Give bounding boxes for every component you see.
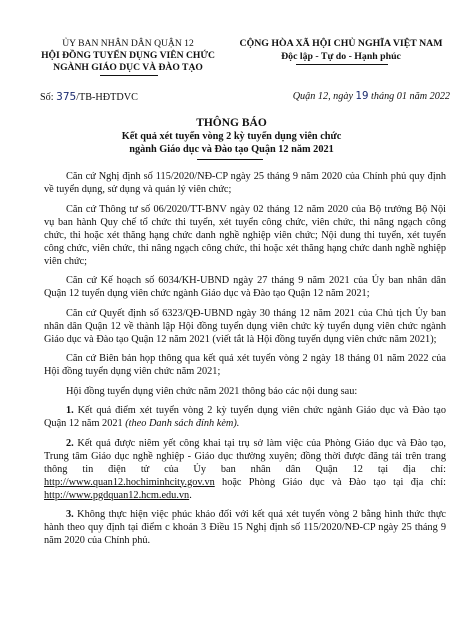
motto-line-1: CỘNG HÒA XÃ HỘI CHỦ NGHĨA VIỆT NAM bbox=[239, 38, 443, 49]
paragraph-legal-basis-5: Căn cứ Biên bản họp thông qua kết quả xét tuyển vòng 2 ngày 18 tháng 01 năm 2022 của Hội đồng tuyển dụng viên chức năm 2021; bbox=[44, 353, 446, 377]
paragraph-announcement-intro: Hội đồng tuyển dụng viên chức năm 2021 thông báo các nội dung sau: bbox=[66, 385, 358, 397]
date-after: tháng 01 năm 2022 bbox=[371, 91, 450, 102]
item-2-mid: hoặc Phòng Giáo dục và Đào tạo tại địa chỉ: bbox=[222, 476, 447, 488]
issuing-authority bbox=[28, 38, 228, 74]
issue-date bbox=[218, 91, 450, 102]
item-3-text: Không thực hiện việc phúc khảo đối với kết quả xét tuyển vòng 2 bằng hình thức thực hành theo quy định tại điểm c khoản 3 Điều 15 Nghị định số 115/2020/NĐ-CP ngày 25 tháng 9 năm 2020 của Chính phủ. bbox=[44, 509, 446, 546]
date-day-handwritten: 19 bbox=[355, 91, 369, 102]
district-website-link[interactable]: http://www.quan12.hochiminhcity.gov.vn bbox=[44, 476, 215, 488]
subtitle-line-2: ngành Giáo dục và Đào tạo Quận 12 năm 2021 bbox=[129, 143, 334, 155]
date-before: Quận 12, ngày bbox=[292, 91, 353, 102]
authority-underline bbox=[100, 75, 158, 76]
motto-line-2: Độc lập - Tự do - Hạnh phúc bbox=[281, 50, 401, 62]
item-3 bbox=[44, 508, 446, 547]
paragraph-legal-basis-2: Căn cứ Thông tư số 06/2020/TT-BNV ngày 02 tháng 12 năm 2020 của Bộ trưởng Bộ Nội vụ ban hành Quy chế tổ chức thi tuyển, xét tuyển công chức, viên chức, thi nâng ngạch công chức, thi hoặc xét thăng hạng chức danh nghề nghiệp viên chức; Nội dung thi tuyển, xét tuyển công chức, viên chức, thi nâng ngạch công chức, thi hoặc xét thăng hạng chức danh nghề nghiệp viên chức; bbox=[44, 203, 446, 267]
document-subtitle bbox=[60, 131, 403, 156]
item-1-number: 1. bbox=[66, 405, 74, 416]
document-title: THÔNG BÁO bbox=[196, 117, 267, 129]
item-2 bbox=[44, 437, 446, 502]
item-1-text: Kết quả điểm xét tuyển vòng 2 kỳ tuyển dụng viên chức ngành Giáo dục và Đào tạo Quận 12 năm 2021 bbox=[44, 405, 446, 429]
item-2-end: . bbox=[189, 489, 192, 501]
item-3-number: 3. bbox=[66, 509, 74, 520]
item-1-note: (theo Danh sách đính kèm). bbox=[125, 418, 240, 429]
doc-number-prefix: Số: bbox=[40, 92, 54, 103]
authority-line-3: NGÀNH GIÁO DỤC VÀ ĐÀO TẠO bbox=[53, 62, 203, 73]
document-number bbox=[40, 91, 138, 103]
title-underline bbox=[197, 159, 263, 160]
paragraph-legal-basis-1: Căn cứ Nghị định số 115/2020/NĐ-CP ngày 25 tháng 9 năm 2020 của Chính phủ quy định về tuyển dụng, sử dụng và quản lý viên chức; bbox=[44, 171, 446, 195]
authority-line-2: HỘI ĐỒNG TUYỂN DỤNG VIÊN CHỨC bbox=[41, 50, 215, 61]
document-body bbox=[44, 170, 446, 554]
item-1 bbox=[44, 404, 446, 430]
national-motto bbox=[232, 38, 450, 63]
paragraph-legal-basis-4: Căn cứ Quyết định số 6323/QĐ-UBND ngày 30 tháng 12 năm 2021 của Chủ tịch Ủy ban nhân dân Quận 12 về thành lập Hội đồng tuyển dụng viên chức kỳ tuyển dụng viên chức ngành Giáo dục và Đào tạo Quận 12 năm 2021 (viết tắt là Hội đồng tuyển dụng viên chức năm 2021); bbox=[44, 307, 446, 345]
item-2-number: 2. bbox=[66, 437, 74, 449]
authority-line-1: ỦY BAN NHÂN DÂN QUẬN 12 bbox=[62, 38, 194, 49]
paragraph-legal-basis-3: Căn cứ Kế hoạch số 6034/KH-UBND ngày 27 tháng 9 năm 2021 của Ủy ban nhân dân Quận 12 tuyển dụng viên chức ngành Giáo dục và Đào tạo Quận 12 năm 2021; bbox=[44, 275, 446, 299]
doc-number-handwritten: 375 bbox=[56, 91, 77, 103]
motto-underline bbox=[296, 64, 388, 65]
item-2-text: Kết quả được niêm yết công khai tại trụ sở làm việc của Phòng Giáo dục và Đào tạo, Trung tâm Giáo dục nghề nghiệp - Giáo dục thường xuyên; đồng thời được đăng tải trên trang thông tin điện tử của Ủy ban nhân dân Quận 12 tại địa chỉ: bbox=[44, 437, 446, 475]
subtitle-line-1: Kết quả xét tuyển vòng 2 kỳ tuyển dụng viên chức bbox=[121, 131, 342, 142]
education-office-website-link[interactable]: http://www.pgdquan12.hcm.edu.vn bbox=[44, 489, 190, 501]
doc-number-suffix: /TB-HĐTDVC bbox=[76, 92, 138, 103]
